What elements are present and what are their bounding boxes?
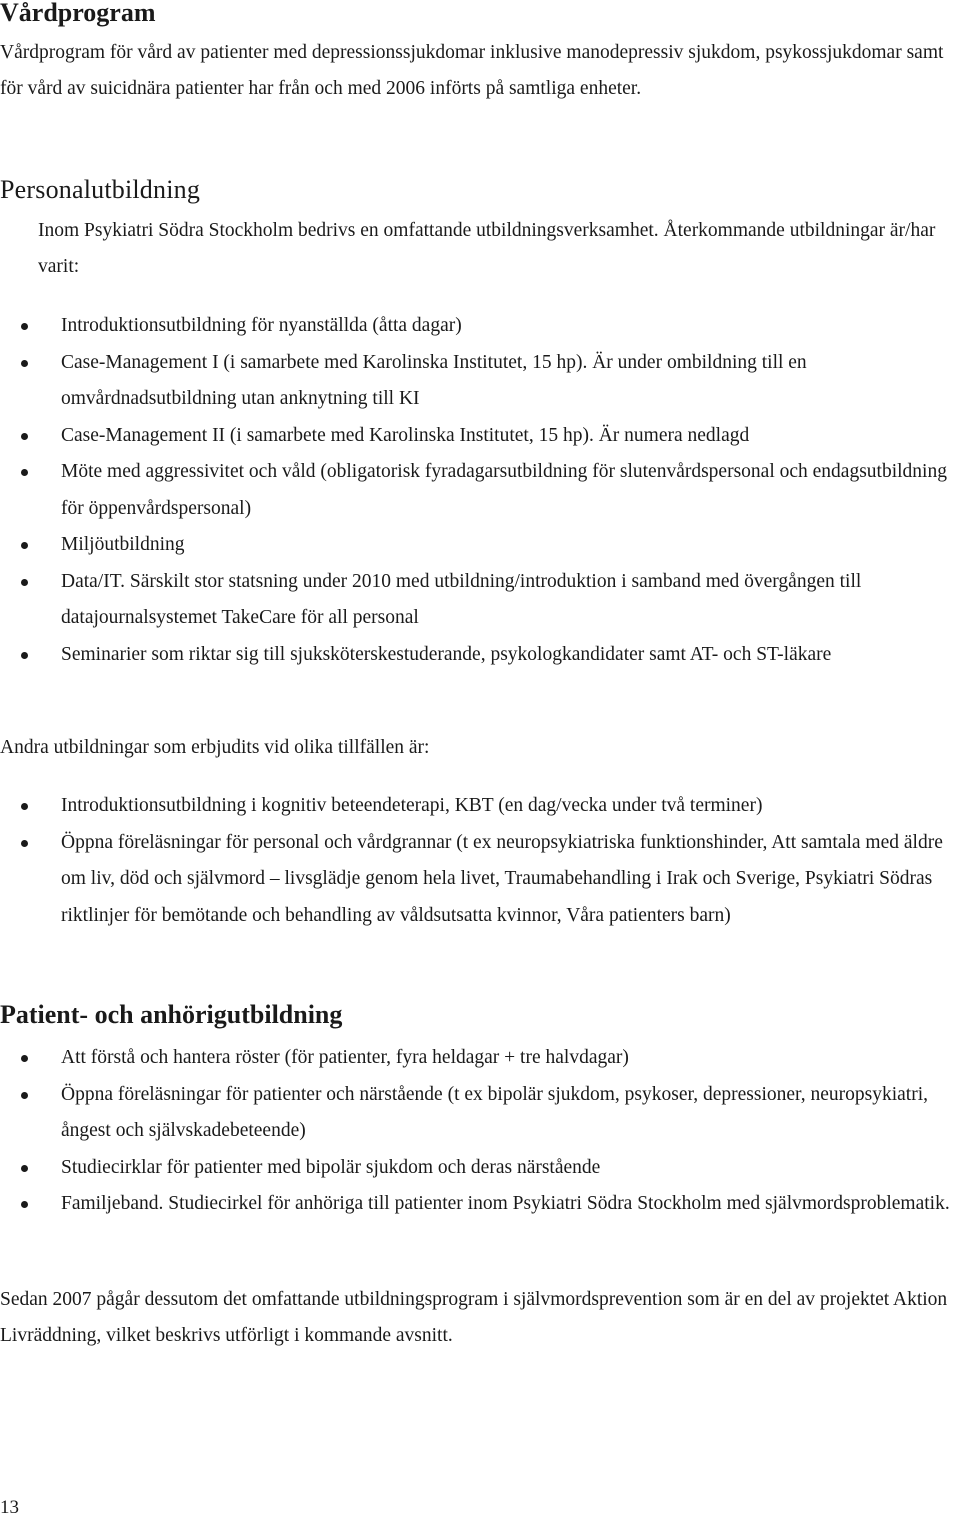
list-item-text: Miljöutbildning [61,534,185,555]
list-item-text: Möte med aggressivitet och våld (obligatorisk fyradagarsutbildning för slutenvårdspersonal och endagsutbildning för öppenvårdspersonal) [61,461,947,519]
list-item-text: Studiecirklar för patienter med bipolär sjukdom och deras närstående [61,1156,601,1178]
bullet-icon [21,1165,28,1172]
list-item-text: Familjeband. Studiecirkel för anhöriga till patienter inom Psykiatri Södra Stockholm med självmordsproblematik. [61,1193,950,1214]
list-item [0,637,960,674]
bullet-icon [21,1201,28,1208]
personal-intro-paragraph: Inom Psykiatri Södra Stockholm bedrivs en omfattande utbildningsverksamhet. Återkommande utbildningar är/har varit: [38,220,936,277]
section-heading-patient: Patient- och anhörigutbildning [0,1000,343,1029]
list-item-text: Introduktionsutbildning för nyanställda (åtta dagar) [61,315,462,336]
list-item-text: Öppna föreläsningar för personal och vårdgrannar (t ex neuropsykiatriska funktionshinder, Att samtala med äldre om liv, död och självmord – livsglädje genom hela livet, Traumabehandling i Irak och Sverige, Psykiatri Södras riktlinjer för bemötande och behandling av våldsutsatta kvinnor, Våra patienters barn) [61,831,943,926]
bullet-icon [21,652,28,659]
patient-training-list [0,1040,960,1223]
list-item-text: Data/IT. Särskilt stor statsning under 2010 med utbildning/introduktion i samband med övergången till datajournalsystemet TakeCare för all personal [61,570,862,628]
bullet-icon [21,542,28,549]
list-item-text: Öppna föreläsningar för patienter och närstående (t ex bipolär sjukdom, psykoser, depressioner, neuropsykiatri, ångest och självskadebeteende) [61,1083,929,1141]
page-number: 13 [0,1497,19,1518]
bullet-icon [21,1092,28,1099]
list-item [0,1150,960,1187]
list-item [0,308,960,345]
bullet-icon [21,840,28,847]
page-title: Vårdprogram [0,0,156,27]
bullet-icon [21,1055,28,1062]
bullet-icon [21,323,28,330]
list-item [0,1186,960,1223]
other-trainings-intro: Andra utbildningar som erbjudits vid olika tillfällen är: [0,737,430,758]
personal-training-list [0,308,960,673]
bullet-icon [21,469,28,476]
list-item [0,418,960,455]
bullet-icon [21,360,28,367]
section-heading-personalutbildning: Personalutbildning [0,175,201,204]
intro-paragraph: Vårdprogram för vård av patienter med depressionssjukdomar inklusive manodepressiv sjukdom, psykossjukdomar samt för vård av suicidnära patienter har från och med 2006 införts på samtliga enheter. [0,42,944,99]
list-item [0,1077,960,1150]
other-training-list [0,788,960,934]
list-item [0,825,960,935]
list-item [0,454,960,527]
list-item-text: Case-Management I (i samarbete med Karolinska Institutet, 15 hp). Är under ombildning till en omvårdnadsutbildning utan anknytning till KI [61,351,807,409]
list-item-text: Introduktionsutbildning i kognitiv beteendeterapi, KBT (en dag/vecka under två terminer) [61,795,763,816]
list-item-text: Case-Management II (i samarbete med Karolinska Institutet, 15 hp). Är numera nedlagd [61,424,750,446]
closing-paragraph: Sedan 2007 pågår dessutom det omfattande utbildningsprogram i självmordsprevention som är en del av projektet Aktion Livräddning, vilket beskrivs utförligt i kommande avsnitt. [0,1289,948,1346]
bullet-icon [21,803,28,810]
list-item [0,345,960,418]
list-item-text: Seminarier som riktar sig till sjuksköterskestuderande, psykologkandidater samt AT- och ST-läkare [61,643,832,665]
list-item-text: Att förstå och hantera röster (för patienter, fyra heldagar + tre halvdagar) [61,1047,629,1068]
list-item [0,1040,960,1077]
list-item [0,564,960,637]
list-item [0,788,960,825]
list-item [0,527,960,564]
bullet-icon [21,579,28,586]
bullet-icon [21,433,28,440]
